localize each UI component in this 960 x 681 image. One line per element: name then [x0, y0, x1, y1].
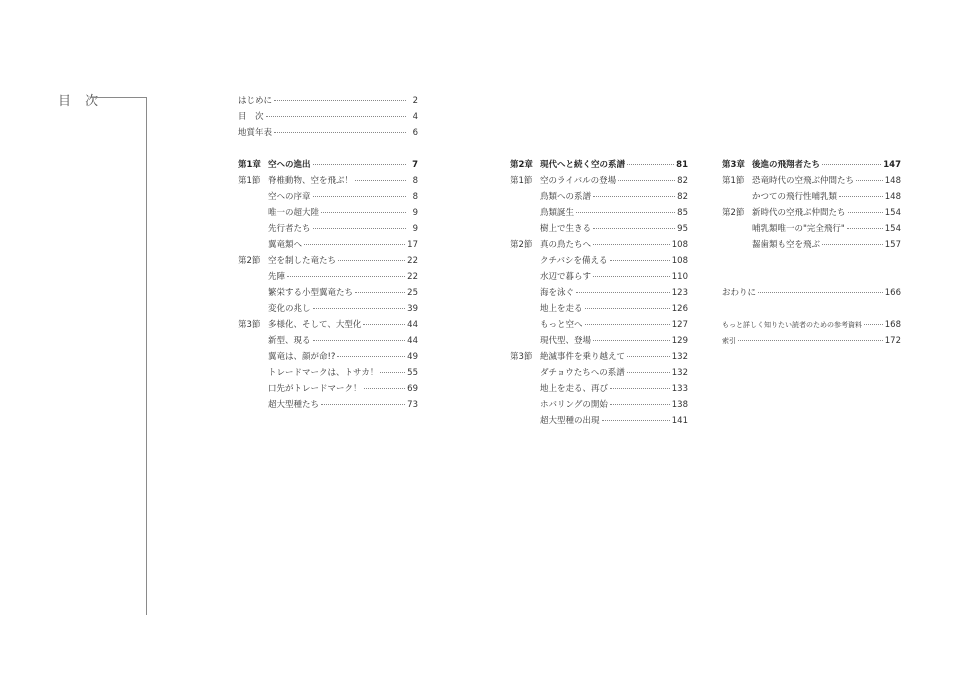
toc-entry-page: 82 [677, 176, 688, 186]
toc-entry-title: もっと詳しく知りたい読者のための参考資料 [722, 321, 862, 329]
toc-entry-title: 空への序章 [268, 192, 311, 202]
leader-dots [610, 388, 670, 389]
toc-entry-title: 樹上で生きる [540, 224, 592, 234]
chapter-page: 147 [883, 160, 901, 170]
toc-entry-page: 8 [412, 192, 418, 202]
toc-entry-page: 154 [884, 208, 901, 218]
leader-dots [313, 340, 406, 341]
toc-entry-page: 44 [407, 336, 418, 346]
toc-entry-title: 先行者たち [268, 224, 311, 234]
leader-dots [585, 308, 670, 309]
toc-entry-page: 44 [407, 320, 418, 330]
toc-entry-page: 133 [671, 384, 688, 394]
toc-entry-front[interactable] [238, 96, 418, 112]
toc-entry-page: 17 [407, 240, 418, 250]
leader-dots [321, 212, 406, 213]
toc-entry-title: 超大型種の出現 [540, 416, 600, 426]
leader-dots [321, 404, 405, 405]
leader-dots [864, 324, 883, 325]
toc-entry-title: 真の鳥たちへ [540, 240, 592, 250]
toc-entry-page: 157 [884, 240, 901, 250]
leader-dots [758, 292, 883, 293]
leader-dots [274, 132, 406, 133]
chapter-label: 第3章 [722, 160, 745, 170]
toc-entry-title: 変化の兆し [268, 304, 311, 314]
section-heading[interactable] [722, 208, 901, 224]
toc-entry-page: 8 [412, 176, 418, 186]
leader-dots [593, 228, 675, 229]
leader-dots [847, 228, 883, 229]
leader-dots [627, 164, 674, 165]
chapter-label: 第1章 [238, 160, 261, 170]
leader-dots [304, 244, 405, 245]
leader-dots [738, 340, 883, 341]
chapter-title: 空への進出 [268, 160, 311, 170]
toc-entry-title: 翼竜類へ [268, 240, 303, 250]
toc-entry[interactable] [238, 352, 418, 368]
frame-vertical-rule [146, 97, 147, 615]
toc-entry-page: 6 [412, 128, 418, 138]
section-label: 第3節 [510, 352, 533, 362]
leader-dots [848, 212, 883, 213]
leader-dots [610, 404, 670, 405]
toc-entry-title: 索引 [722, 337, 736, 345]
toc-entry-page: 9 [412, 208, 418, 218]
chapter-title: 現代へと続く空の系譜 [540, 160, 626, 170]
toc-entry-page: 73 [407, 400, 418, 410]
section-heading[interactable] [510, 352, 688, 368]
toc-entry-title: 翼竜は、顔が命!? [268, 352, 336, 362]
toc-entry-title: 哺乳類唯一の"完全飛行" [752, 224, 845, 234]
toc-entry-page: 82 [677, 192, 688, 202]
toc-entry-page: 108 [671, 240, 688, 250]
toc-entry[interactable] [722, 240, 901, 256]
section-label: 第1節 [510, 176, 533, 186]
leader-dots [364, 388, 406, 389]
toc-entry[interactable] [722, 192, 901, 208]
toc-entry-title: ホバリングの開始 [540, 400, 608, 410]
toc-entry[interactable] [238, 304, 418, 320]
chapter-page: 81 [676, 160, 688, 170]
toc-entry-title: 恐竜時代の空飛ぶ仲間たち [752, 176, 855, 186]
leader-dots [313, 228, 406, 229]
page-title: 目 次 [58, 94, 104, 109]
toc-entry-page: 39 [407, 304, 418, 314]
toc-entry-title: 空のライバルの登場 [540, 176, 617, 186]
section-label: 第1節 [722, 176, 745, 186]
toc-entry-title: 齧歯類も空を飛ぶ [752, 240, 821, 250]
toc-entry[interactable] [238, 288, 418, 304]
leader-dots [576, 292, 670, 293]
chapter-3-entries [722, 176, 901, 256]
chapter-title: 後進の飛翔者たち [752, 160, 821, 170]
toc-entry-page: 49 [407, 352, 418, 362]
toc-entry-page: 25 [407, 288, 418, 298]
toc-column-1 [238, 96, 418, 416]
leader-dots [593, 276, 670, 277]
toc-entry[interactable] [238, 368, 418, 384]
toc-entry-page: 168 [884, 320, 901, 330]
toc-entry-page: 129 [671, 336, 688, 346]
leader-dots [602, 420, 670, 421]
section-heading[interactable] [238, 320, 418, 336]
toc-entry-title: 口先がトレードマーク！ [268, 384, 362, 394]
toc-entry-page: 22 [407, 272, 418, 282]
toc-entry-page: 95 [677, 224, 688, 234]
toc-entry-page: 148 [884, 176, 901, 186]
leader-dots [822, 164, 881, 165]
toc-entry[interactable] [510, 208, 688, 224]
toc-entry-page: 138 [671, 400, 688, 410]
toc-entry-title: 目 次 [238, 112, 264, 122]
frame-horizontal-rule [90, 97, 146, 98]
section-heading[interactable] [510, 176, 688, 192]
leader-dots [627, 372, 670, 373]
leader-dots [593, 244, 670, 245]
leader-dots [576, 212, 675, 213]
leader-dots [593, 196, 675, 197]
toc-entry[interactable] [510, 256, 688, 272]
leader-dots [856, 180, 883, 181]
toc-entry-back[interactable] [722, 336, 901, 352]
toc-column-3 [722, 160, 901, 352]
toc-entry-page: 127 [671, 320, 688, 330]
toc-entry[interactable] [510, 272, 688, 288]
toc-entry-title: 多様化、そして、大型化 [268, 320, 362, 330]
toc-entry-page: 9 [412, 224, 418, 234]
toc-entry-title: 現代型、登場 [540, 336, 592, 346]
toc-entry-title: ダチョウたちへの系譜 [540, 368, 625, 378]
toc-entry[interactable] [238, 224, 418, 240]
section-heading[interactable] [722, 176, 901, 192]
toc-entry-page: 4 [412, 112, 418, 122]
toc-entry-title: 先陣 [268, 272, 286, 282]
leader-dots [338, 260, 405, 261]
leader-dots [266, 116, 406, 117]
toc-entry-page: 55 [407, 368, 418, 378]
toc-entry-page: 132 [671, 352, 688, 362]
toc-entry-page: 2 [412, 96, 418, 106]
toc-entry-title: 地質年表 [238, 128, 273, 138]
toc-entry[interactable] [238, 400, 418, 416]
toc-entry-page: 172 [884, 336, 901, 346]
toc-entry[interactable] [238, 336, 418, 352]
toc-entry[interactable] [510, 192, 688, 208]
toc-entry[interactable] [510, 416, 688, 432]
toc-entry-back[interactable] [722, 288, 901, 304]
toc-entry-title: 地上を走る、再び [540, 384, 609, 394]
leader-dots [313, 196, 406, 197]
chapter-1-entries [238, 176, 418, 416]
toc-entry[interactable] [510, 224, 688, 240]
chapter-heading[interactable] [238, 160, 418, 176]
toc-entry-page: 110 [671, 272, 688, 282]
leader-dots [287, 276, 405, 277]
toc-entry-page: 126 [671, 304, 688, 314]
toc-entry-front[interactable] [238, 112, 418, 128]
section-heading[interactable] [238, 256, 418, 272]
toc-entry-page: 154 [884, 224, 901, 234]
toc-entry-title: おわりに [722, 288, 757, 298]
toc-entry[interactable] [510, 336, 688, 352]
chapter-2-entries [510, 176, 688, 432]
leader-dots [355, 180, 406, 181]
toc-entry-title: 新型、現る [268, 336, 311, 346]
toc-entry-title: 繁栄する小型翼竜たち [268, 288, 354, 298]
leader-dots [585, 324, 670, 325]
leader-dots [274, 100, 406, 101]
section-label: 第1節 [238, 176, 261, 186]
leader-dots [380, 372, 405, 373]
toc-entry[interactable] [238, 384, 418, 400]
toc-entry[interactable] [238, 272, 418, 288]
toc-entry[interactable] [510, 320, 688, 336]
leader-dots [355, 292, 405, 293]
toc-entry-title: もっと空へ [540, 320, 583, 330]
toc-entry-page: 141 [671, 416, 688, 426]
toc-entry[interactable] [510, 368, 688, 384]
toc-entry[interactable] [238, 192, 418, 208]
toc-entry-title: 鳥類への系譜 [540, 192, 592, 202]
toc-entry-title: 絶滅事件を乗り越えて [540, 352, 626, 362]
toc-entry-page: 123 [671, 288, 688, 298]
section-heading[interactable] [510, 240, 688, 256]
toc-entry-title: 水辺で暮らす [540, 272, 592, 282]
toc-entry-page: 108 [671, 256, 688, 266]
toc-entry-back[interactable] [722, 320, 901, 336]
toc-entry-title: かつての飛行性哺乳類 [752, 192, 838, 202]
section-label: 第3節 [238, 320, 261, 330]
toc-entry-title: 脊椎動物、空を飛ぶ！ [268, 176, 354, 186]
toc-entry[interactable] [510, 304, 688, 320]
toc-entry-page: 69 [407, 384, 418, 394]
toc-entry[interactable] [510, 384, 688, 400]
section-heading[interactable] [238, 176, 418, 192]
toc-entry-title: 超大型種たち [268, 400, 320, 410]
toc-entry-title: クチバシを備える [540, 256, 608, 266]
leader-dots [313, 164, 406, 165]
leader-dots [313, 308, 406, 309]
toc-entry[interactable] [510, 288, 688, 304]
section-label: 第2節 [722, 208, 745, 218]
toc-entry-page: 22 [407, 256, 418, 266]
toc-entry-page: 85 [677, 208, 688, 218]
section-label: 第2節 [510, 240, 533, 250]
leader-dots [839, 196, 883, 197]
toc-entry-page: 166 [884, 288, 901, 298]
toc-entry-page: 132 [671, 368, 688, 378]
toc-entry-page: 148 [884, 192, 901, 202]
toc-entry[interactable] [238, 208, 418, 224]
leader-dots [618, 180, 675, 181]
toc-entry[interactable] [722, 224, 901, 240]
leader-dots [627, 356, 670, 357]
chapter-heading[interactable] [722, 160, 901, 176]
toc-entry-title: 唯一の超大陸 [268, 208, 320, 218]
toc-entry-title: はじめに [238, 96, 273, 106]
toc-entry-title: 地上を走る [540, 304, 583, 314]
toc-entry-title: トレードマークは、トサカ！ [268, 368, 379, 378]
leader-dots [610, 260, 670, 261]
leader-dots [822, 244, 883, 245]
toc-entry-front[interactable] [238, 128, 418, 144]
leader-dots [337, 356, 405, 357]
leader-dots [593, 340, 670, 341]
leader-dots [363, 324, 405, 325]
toc-entry-title: 新時代の空飛ぶ仲間たち [752, 208, 846, 218]
toc-entry[interactable] [510, 400, 688, 416]
toc-entry[interactable] [238, 240, 418, 256]
toc-column-2 [510, 160, 688, 432]
toc-entry-title: 鳥類誕生 [540, 208, 575, 218]
section-label: 第2節 [238, 256, 261, 266]
toc-entry-title: 海を泳ぐ [540, 288, 575, 298]
chapter-heading[interactable] [510, 160, 688, 176]
chapter-page: 7 [412, 160, 418, 170]
toc-entry-title: 空を制した竜たち [268, 256, 337, 266]
chapter-label: 第2章 [510, 160, 533, 170]
